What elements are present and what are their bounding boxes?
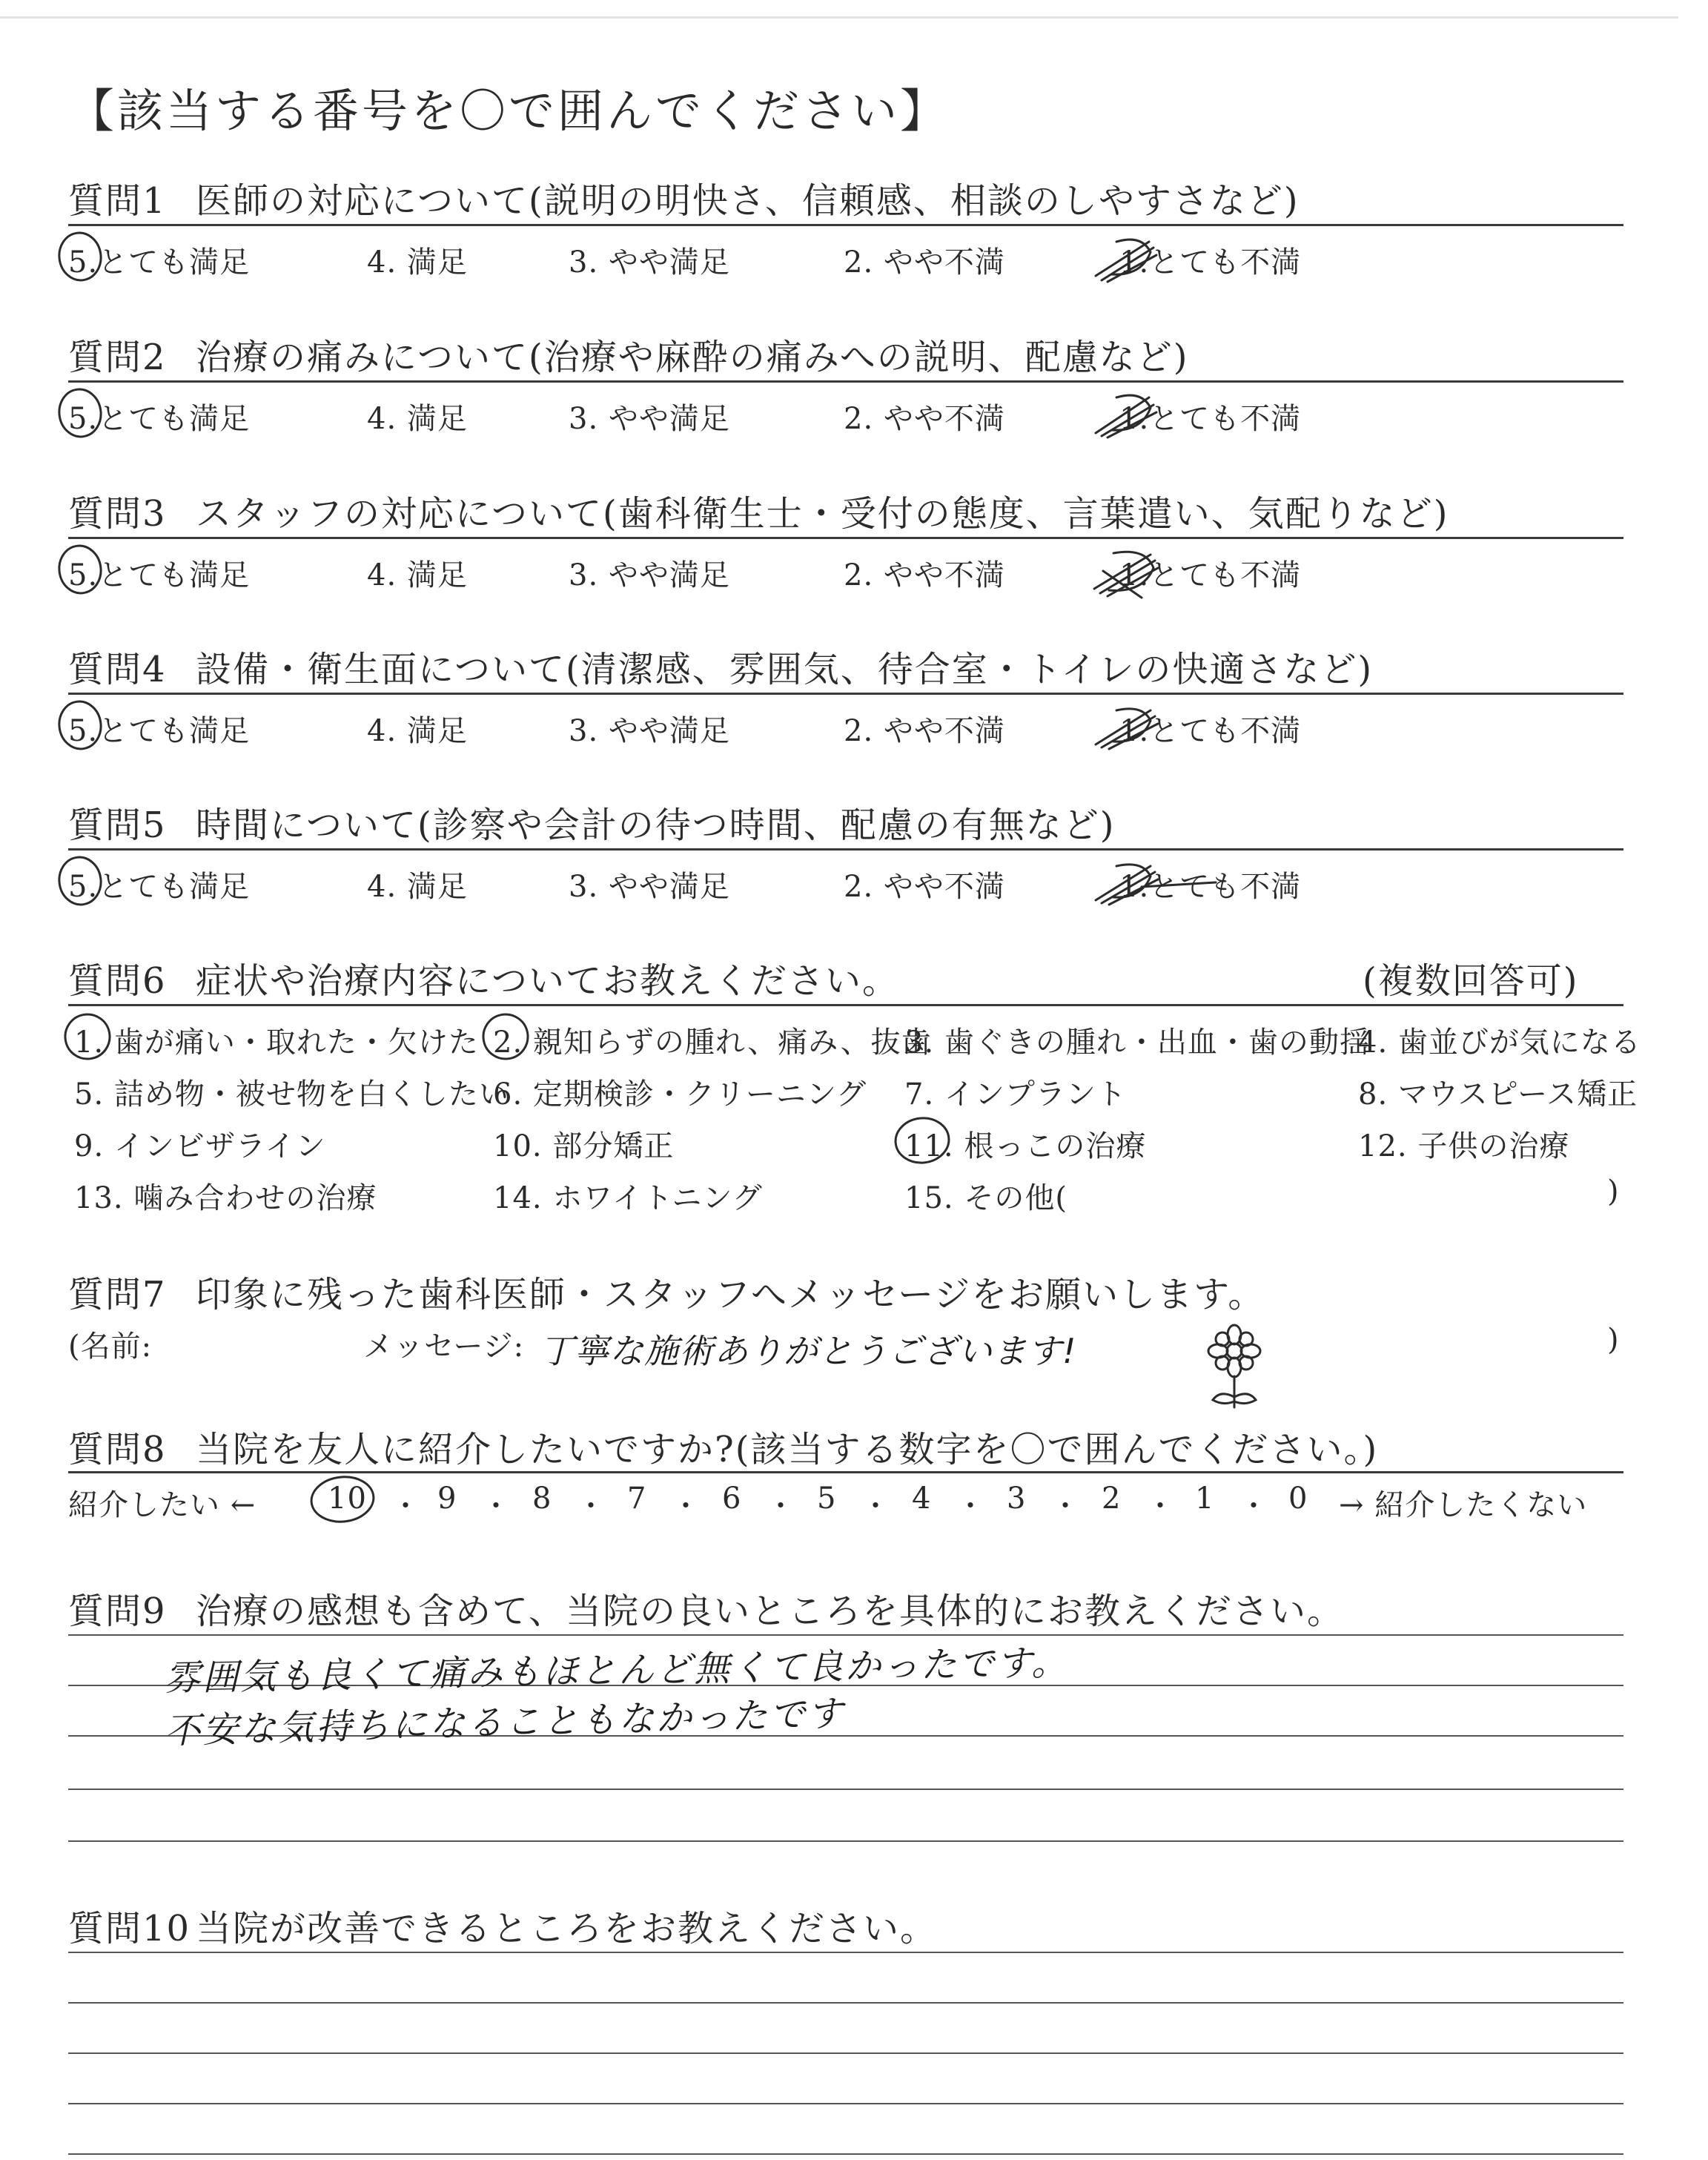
option-2[interactable]: 2. やや不満 — [844, 245, 1005, 280]
scale-separator: ・ — [391, 1490, 420, 1522]
answer-line — [68, 2153, 1623, 2155]
scale-2[interactable]: 2 — [1102, 1482, 1122, 1516]
scale-separator: ・ — [482, 1490, 511, 1522]
scale-separator: ・ — [861, 1490, 890, 1522]
symptom-option-13[interactable]: 13. 噛み合わせの治療 — [74, 1181, 377, 1215]
scale-8[interactable]: 8 — [532, 1482, 552, 1516]
option-4[interactable]: 4. 満足 — [367, 870, 468, 904]
option-3[interactable]: 3. やや満足 — [569, 870, 730, 904]
scale-4[interactable]: 4 — [912, 1482, 932, 1516]
question-label: 質問8 — [68, 1429, 167, 1470]
answer-line — [68, 1789, 1623, 1790]
handwritten-message: 丁寧な施術ありがとうございます! — [540, 1331, 1077, 1371]
question-label: 質問10 — [68, 1908, 191, 1949]
scale-1[interactable]: 1 — [1195, 1482, 1215, 1516]
question-text: 設備・衛生面について(清潔感、雰囲気、待合室・トイレの快適さなど) — [196, 649, 1374, 690]
symptom-option-14[interactable]: 14. ホワイトニング — [493, 1181, 763, 1215]
question-text: 症状や治療内容についてお教えください。 — [196, 960, 900, 1002]
option-2[interactable]: 2. やや不満 — [844, 714, 1005, 748]
question-label: 質問2 — [68, 337, 167, 378]
option-1[interactable]: 1.とても不満 — [1119, 558, 1302, 592]
other-close-paren: ) — [1607, 1175, 1620, 1209]
question-label: 質問9 — [68, 1591, 167, 1632]
symptom-option-8[interactable]: 8. マウスピース矯正 — [1358, 1077, 1638, 1112]
handwritten-answer-line-2: 不安な気持ちになることもなかったです — [164, 1692, 846, 1753]
scale-7[interactable]: 7 — [627, 1482, 647, 1516]
symptom-option-7[interactable]: 7. インプラント — [904, 1077, 1127, 1112]
answer-line — [68, 2002, 1623, 2004]
question-text: 時間について(診察や会計の待つ時間、配慮の有無など) — [196, 805, 1116, 846]
scale-6[interactable]: 6 — [722, 1482, 742, 1516]
scale-separator: ・ — [1239, 1490, 1268, 1522]
option-1[interactable]: 1.とても不満 — [1119, 714, 1302, 748]
option-1[interactable]: 1.とても不満 — [1119, 245, 1302, 280]
option-4[interactable]: 4. 満足 — [367, 245, 468, 280]
symptom-option-11[interactable]: 11. 根っこの治療 — [904, 1129, 1147, 1163]
option-3[interactable]: 3. やや満足 — [569, 245, 730, 280]
answer-line — [68, 1634, 1623, 1636]
question-text: 印象に残った歯科医師・スタッフへメッセージをお願いします。 — [196, 1274, 1265, 1315]
answer-line — [68, 2052, 1623, 2054]
recommend-left-label: 紹介したい ← — [68, 1488, 256, 1522]
question-text: 当院が改善できるところをお教えください。 — [196, 1908, 938, 1949]
option-5[interactable]: 5.とても満足 — [68, 245, 251, 280]
scale-3[interactable]: 3 — [1007, 1482, 1027, 1516]
option-3[interactable]: 3. やや満足 — [569, 714, 730, 748]
option-3[interactable]: 3. やや満足 — [569, 558, 730, 592]
question-label: 質問6 — [68, 960, 167, 1002]
handwritten-answer-line-1: 雰囲気も良くて痛みもほとんど無くて良かったです。 — [164, 1642, 1070, 1700]
recommend-right-label: → 紹介したくない — [1339, 1488, 1588, 1522]
question-label: 質問5 — [68, 805, 167, 846]
symptom-option-4[interactable]: 4. 歯並びが気になる — [1358, 1025, 1641, 1060]
option-5[interactable]: 5.とても満足 — [68, 870, 251, 904]
option-1[interactable]: 1.とても不満 — [1119, 402, 1302, 436]
scale-0[interactable]: 0 — [1288, 1482, 1308, 1516]
symptom-option-6[interactable]: 6. 定期検診・クリーニング — [493, 1077, 867, 1112]
scale-10[interactable]: 10 — [328, 1482, 367, 1516]
question-text: 治療の痛みについて(治療や麻酔の痛みへの説明、配慮など) — [196, 337, 1189, 378]
form-header: 【該当する番号を〇で囲んでください】 — [68, 84, 950, 138]
question-label: 質問4 — [68, 649, 167, 690]
question-label: 質問3 — [68, 493, 167, 535]
multiple-answer-note: (複数回答可) — [1363, 960, 1579, 1002]
option-4[interactable]: 4. 満足 — [367, 402, 468, 436]
message-close-paren: ) — [1607, 1323, 1620, 1357]
answer-line — [68, 1952, 1623, 1953]
selected-circle-scale-10 — [309, 1474, 376, 1525]
symptom-option-10[interactable]: 10. 部分矯正 — [493, 1129, 675, 1163]
option-4[interactable]: 4. 満足 — [367, 714, 468, 748]
scale-5[interactable]: 5 — [817, 1482, 837, 1516]
symptom-option-3[interactable]: 3. 歯ぐきの腫れ・出血・歯の動揺 — [904, 1025, 1370, 1060]
question-text: 当院を友人に紹介したいですか?(該当する数字を〇で囲んでください。) — [196, 1429, 1379, 1470]
option-2[interactable]: 2. やや不満 — [844, 870, 1005, 904]
option-2[interactable]: 2. やや不満 — [844, 558, 1005, 592]
symptom-option-1[interactable]: 1. 歯が痛い・取れた・欠けた — [74, 1025, 479, 1060]
scale-9[interactable]: 9 — [437, 1482, 457, 1516]
scale-separator: ・ — [767, 1490, 795, 1522]
question-text: 医師の対応について(説明の明快さ、信頼感、相談のしやすさなど) — [196, 180, 1300, 222]
question-label: 質問7 — [68, 1274, 167, 1315]
message-label: メッセージ: — [363, 1330, 525, 1364]
answer-line — [68, 2103, 1623, 2104]
question-title — [68, 1900, 937, 1951]
scale-separator: ・ — [672, 1490, 701, 1522]
option-5[interactable]: 5.とても満足 — [68, 402, 251, 436]
option-1[interactable]: 1.とても不満 — [1119, 870, 1302, 904]
symptom-option-5[interactable]: 5. 詰め物・被せ物を白くしたい — [74, 1077, 509, 1112]
answer-line — [68, 1840, 1623, 1842]
option-5[interactable]: 5.とても満足 — [68, 558, 251, 592]
question-text: スタッフの対応について(歯科衛生士・受付の態度、言葉遣い、気配りなど) — [196, 493, 1449, 535]
option-4[interactable]: 4. 満足 — [367, 558, 468, 592]
scale-separator: ・ — [1051, 1490, 1080, 1522]
symptom-option-12[interactable]: 12. 子供の治療 — [1358, 1129, 1570, 1163]
symptom-option-15[interactable]: 15. その他( — [904, 1181, 1068, 1215]
scale-separator: ・ — [956, 1490, 985, 1522]
question-title — [68, 1582, 1344, 1634]
question-text: 治療の感想も含めて、当院の良いところを具体的にお教えください。 — [196, 1591, 1345, 1632]
scale-separator: ・ — [577, 1490, 606, 1522]
option-3[interactable]: 3. やや満足 — [569, 402, 730, 436]
question-label: 質問1 — [68, 180, 167, 222]
option-5[interactable]: 5.とても満足 — [68, 714, 251, 748]
symptom-option-9[interactable]: 9. インビザライン — [74, 1129, 326, 1163]
scale-separator: ・ — [1146, 1490, 1175, 1522]
name-label: (名前: — [68, 1330, 153, 1364]
option-2[interactable]: 2. やや不満 — [844, 402, 1005, 436]
symptom-option-2[interactable]: 2. 親知らずの腫れ、痛み、抜歯 — [493, 1025, 932, 1060]
